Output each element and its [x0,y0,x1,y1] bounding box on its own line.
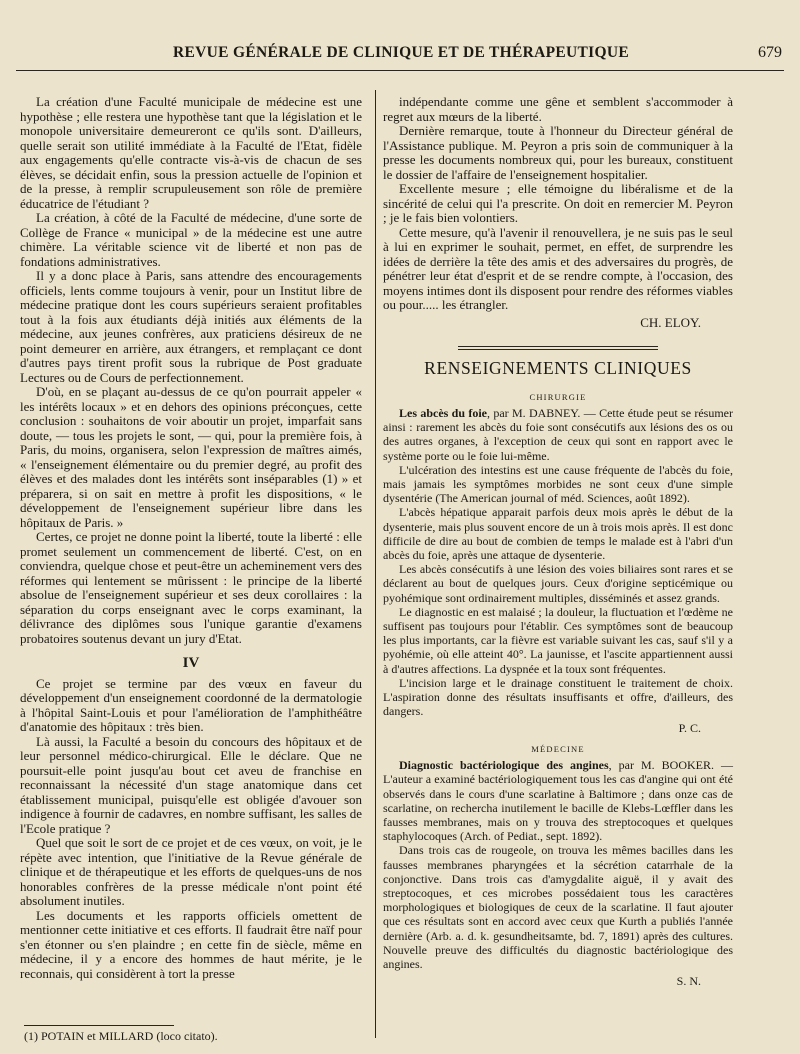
footnote-rule [24,1025,174,1026]
paragraph: Dernière remarque, toute à l'honneur du Directeur général de l'Assistance publique. M. Peyron a pris soin de communiquer à la presse les documents nombreux qui, pour les bureaux, constituent le dossier de l'affaire de l'enseignement hospitalier. [383,123,733,182]
category-label-chirurgie: CHIRURGIE [529,391,587,402]
article-signature: P. C. [678,721,701,736]
article-text: , par M. BOOKER. — L'auteur a examiné bactériologiquement tous les cas d'angine qui ont été observés dans le cours d'une scarlatine à Baltimore ; dans onze cas de scarlatine, on rechercha inutilement le bacille de Klebs-Lœffler dans les fausses membranes, mais on y trouva des streptocoques et quelques staphylocoques (Arch. of Pediat., sept. 1892). [383,758,733,844]
running-title: REVUE GÉNÉRALE DE CLINIQUE ET DE THÉRAPEUTIQUE [173,44,629,61]
paragraph: Cette mesure, qu'à l'avenir il renouvellera, je ne suis pas le seul à lui en exprimer le souhait, permet, en effet, de surprendre les idées de derrière la tête des amis et des adversaires du progrès, de pénétrer leur état d'esprit et de se rendre compte, à l'occasion, des moyens intimes dont ils disposent pour rendre des réformes viables ou pour..... les étrangler. [383,224,733,312]
paragraph: Certes, ce projet ne donne point la liberté, toute la liberté : elle promet seulement un commencement de liberté. C'est, on en conviendra, quelque chose et peut-être un acheminement vers des réformes qui lentement se mûrissent : le principe de la liberté absolue de l'enseignement supérieur et ses deux corollaires : la séparation du corps enseignant avec le corps examinant, la délivrance des diplômes sous l'unique garantie d'examens probatoires soutenus devant un jury d'Etat. [20,529,362,646]
paragraph: D'où, en se plaçant au-dessus de ce qu'on pourrait appeler « les intérêts locaux » et en dehors des opinions préconçues, cette conclusion : souhaitons de voir aboutir un projet, imparfait sans doute, — tous les projets le sont, — qui, pour la première fois, à Paris, du moins, organisera, selon l'expression de maîtres aimés, « l'enseignement élémentaire ou du premier degré, au profit des élèves et des malades dont les intérêts sont inséparables (1) » et préparera, si on sait en mettre à profit les dispositions, « le développement de l'enseignement supérieur libre dans les hôpitaux de Paris. » [20,384,362,530]
paragraph: Dans trois cas de rougeole, on trouva les mêmes bacilles dans les fausses membranes pharyngées et la sécrétion catarrhale de la conjonctive. Dans trois cas d'amygdalite aiguë, il y avait des streptocoques, et ces microbes possédaient tous les caractères morphologiques et biologiques de ceux de la scarlatine. Il faut ajouter que ces résultats sont en accord avec ceux que Kurth a publiés l'année dernière (Arb. a. d. k. gesundheitsamte, bd. 7, 1891) après des cultures. Nouvelle preuve des difficultés du diagnostic bactériologique des angines. [383,843,733,972]
medecine-article [383,758,733,988]
paragraph: La création d'une Faculté municipale de médecine est une hypothèse ; elle restera une hypothèse tant que la législation et le monopole universitaire demeureront ce qu'ils sont. D'ailleurs, quelle serait son utilité immédiate à la Faculté de l'Etat, fidèle aux engagements qu'elle contracte vis-à-vis de chacun de ses élèves, se décidait enfin, sous la pression actuelle de l'opinion et de la presse, à remplir scrupuleusement son rôle de première éducatrice de l'étudiant ? [20,94,362,211]
article-heading: Les abcès du foie [399,406,487,420]
right-column [383,95,733,988]
paragraph: La création, à côté de la Faculté de médecine, d'une sorte de Collège de France « municipal » de la médecine est une autre chimère. La véritable science vit de liberté et non pas de fondations administratives. [20,210,362,269]
article-signature: S. N. [676,974,701,989]
section-title: RENSEIGNEMENTS CLINIQUES [424,358,692,378]
paragraph: L'ulcération des intestins est une cause fréquente de l'abcès du foie, mais jamais les symptômes morbides ne sont ceux d'une simple dysentérie (The American journal of méd. Sciences, août 1892). [383,462,733,506]
paragraph: Les abcès consécutifs à une lésion des voies biliaires sont rares et se déclarent au bout de quelques jours. Ceux d'origine septicémique ou pyohémique sont ordinairement multiples, disséminés et assez grands. [383,562,733,605]
paragraph: Quel que soit le sort de ce projet et de ces vœux, on voit, je le répète avec intention, que l'initiative de la Revue générale de clinique et de thérapeutique et les efforts de quelques-uns de nos honorables confrères de la presse médicale n'ont point été absolument inutiles. [20,835,362,908]
paragraph: Ce projet se termine par des vœux en faveur du développement d'un enseignement coordonné de la dermatologie à l'hôpital Saint-Louis et pour l'amélioration de l'amphithéâtre d'anatomie des hôpitaux : très bien. [20,675,362,734]
paragraph: L'incision large et le drainage constituent le traitement de choix. L'aspiration donne des résultats insuffisants et offre, d'ailleurs, des dangers. [383,675,733,719]
section-rule [458,346,658,350]
paragraph: indépendante comme une gêne et semblent s'accommoder à regret aux mœurs de la liberté. [383,94,733,124]
running-head [20,44,782,68]
page-number: 679 [758,44,782,61]
article-heading: Diagnostic bactériologique des angines [399,758,609,773]
paragraph: Le diagnostic en est malaisé ; la douleur, la fluctuation et l'œdème ne suffisent pas toujours pour l'établir. Ces symptômes sont de beaucoup les plus importants, car la fièvre est variable suivant les cas, sauf s'il y a pyohémie, où elle atteint 40°. La jaunisse, et l'ascite appartiennent aussi à d'autres affections. La dyspnée et la toux sont fréquentes. [383,604,733,676]
article-text: , par M. DABNEY. — Cette étude peut se résumer ainsi : rarement les abcès du foie sont consécutifs aux lésions des os ou des autres organes, à l'exception de ceux qui sont en rapport avec le système porte ou le foie lui-même. [383,406,733,463]
footnote: (1) POTAIN et MILLARD (loco citato). [24,1029,218,1043]
column-divider [375,90,376,1038]
paragraph: Il y a donc place à Paris, sans attendre des encouragements officiels, lents comme toujours à venir, pour un Institut libre de médecine pratique dont les cours supérieurs seraient profitables tout à la fois aux étudiants déjà initiés aux éléments de la médecine, aux jeunes confrères, aux praticiens désireux de ne point demeurer en arrière, aux étrangers, et remplaçant ce dont d'autres pays tirent profit sous la rubrique de Post graduate Lectures ou de Cours de perfectionnement. [20,268,362,385]
paragraph: L'abcès hépatique apparait parfois deux mois après le début de la dysenterie, mais plus souvent encore de un à trois mois après. Il est donc difficile de dire au bout de combien de temps le malade est à l'abri d'un abcès du foie, après une attaque de dysenterie. [383,505,733,563]
category-label-medecine: MÉDECINE [531,743,585,754]
paragraph: Les documents et les rapports officiels omettent de mentionner cette initiative et ces efforts. Il faudrait être naïf pour s'en étonner ou s'en plaindre ; en cette fin de siècle, même en médecine, il y a encore des hommes de haut mérite, je le reconnais, qui considèrent à tort la presse [20,907,362,981]
section-numeral: IV [182,655,200,671]
article-intro [383,758,733,843]
paragraph: Là aussi, la Faculté a besoin du concours des hôpitaux et de leur personnel médico-chirurgical. Elle le déclare. Que ne poursuit-elle point jusqu'au bout cet aveu de franchise en reconnaissant la nécessité d'un stage anatomique dans cet établissement municipal, puisqu'elle est obligée d'avouer son indigence à fournir de cadavres, en nombre suffisant, les salles de l'Ecole pratique ? [20,733,362,836]
article-intro [383,406,733,463]
author-signature: CH. ELOY. [640,314,701,330]
left-column [20,95,362,981]
paragraph: Excellente mesure ; elle témoigne du libéralisme et de la sincérité de celui qui l'a prescrite. On doit en remercier M. Peyron ; je le fais bien volontiers. [383,181,733,225]
header-rule [16,70,784,71]
chirurgie-article [383,406,733,736]
